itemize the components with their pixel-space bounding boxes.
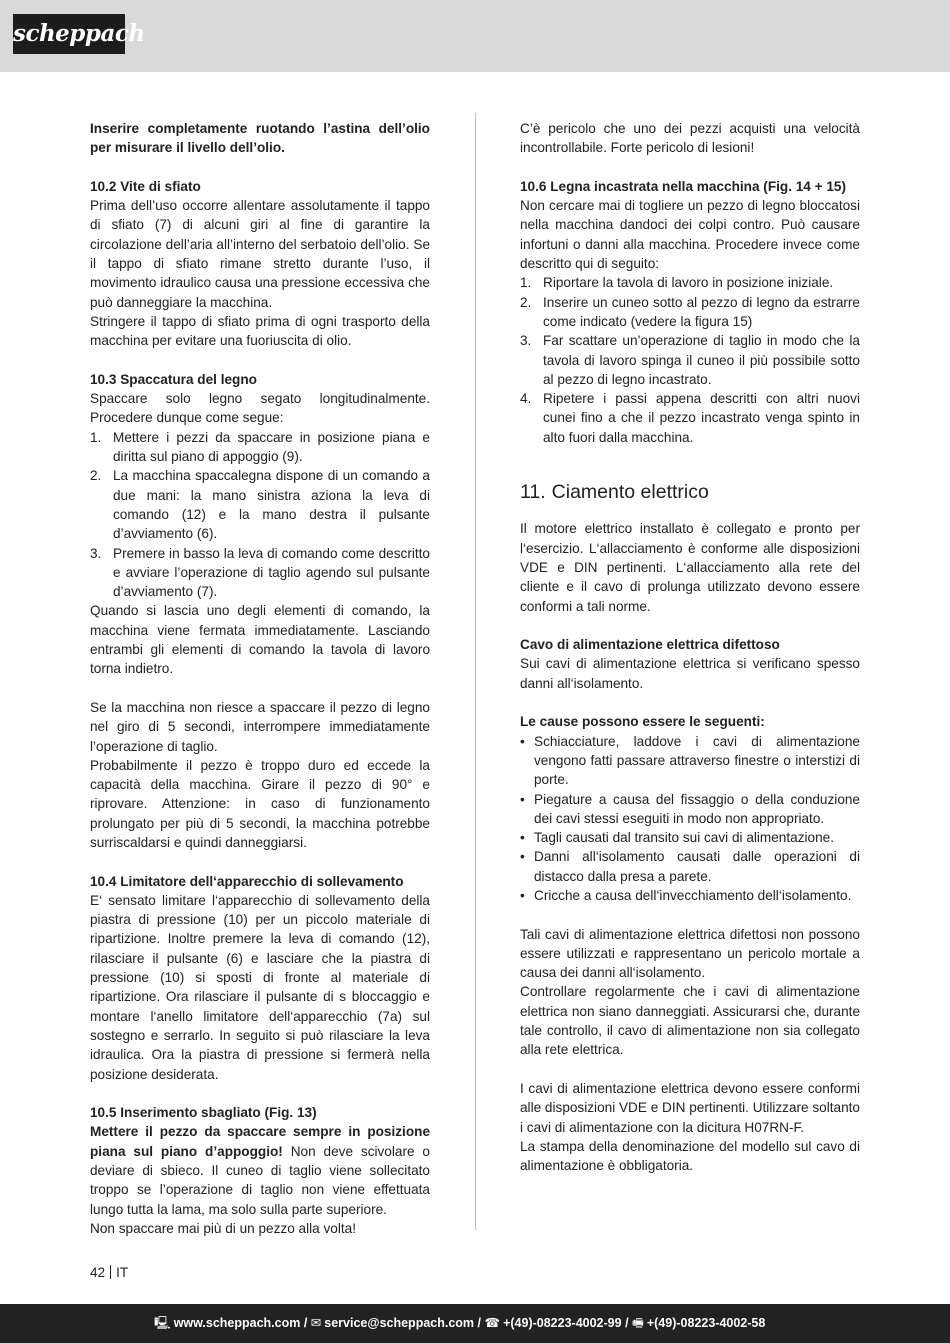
list-item-text: Inserire un cuneo sotto al pezzo di legno da estrarre come indicato (vedere la figura 15) bbox=[543, 294, 860, 329]
cable-standards-text: I cavi di alimentazione elettrica devono essere conformi alle disposizioni VDE e DIN pertinenti. Utilizzare soltanto i cavi di alimentazione con la dicitura H07RN-F. bbox=[520, 1080, 860, 1135]
scheppach-logo: scheppach bbox=[13, 14, 125, 54]
section-10-2-title: 10.2 Vite di sfiato bbox=[90, 178, 201, 194]
section-10-5-title: 10.5 Inserimento sbagliato (Fig. 13) bbox=[90, 1105, 317, 1121]
cable-danger-text: Tali cavi di alimentazione elettrica difettosi non possono essere utilizzati e rappresentano un pericolo mortale a causa dei danni all‘isolamento. bbox=[520, 926, 860, 981]
list-item bbox=[520, 293, 860, 332]
right-column bbox=[520, 119, 860, 1175]
section-10-4-title: 10.4 Limitatore dell‘apparecchio di sollevamento bbox=[90, 873, 404, 889]
section-10-6-text: Non cercare mai di togliere un pezzo di legno bloccatosi nella macchina dandoci dei colpi contro. Può causare infortuni o danni alla macchina. Procedere invece come descritto qui di seguito: bbox=[520, 198, 860, 272]
bullet: • bbox=[520, 887, 525, 903]
list-item-text: Piegature a causa del fissaggio o della conduzione dei cavi stessi eseguiti in modo non appropriato. bbox=[534, 791, 860, 826]
website-link[interactable]: www.scheppach.com bbox=[173, 1316, 301, 1330]
list-item bbox=[90, 466, 430, 543]
danger-note: C’è pericolo che uno dei pezzi acquisti una velocità incontrollabile. Forte pericolo di lesioni! bbox=[520, 121, 860, 156]
list-item-number: 3. bbox=[90, 545, 102, 561]
page-header bbox=[0, 0, 950, 72]
separator: / bbox=[303, 1316, 308, 1330]
separator: / bbox=[625, 1316, 629, 1330]
section-10-3-intro: Spaccare solo legno segato longitudinalmente. Procedere dunque come segue: bbox=[90, 391, 430, 426]
list-item-text: Far scattare un’operazione di taglio in modo che la tavola di lavoro spinga il cuneo il più possibile sotto al pezzo di legno incastrato. bbox=[543, 333, 860, 387]
list-item bbox=[90, 544, 430, 602]
mail-icon: ✉ bbox=[310, 1316, 322, 1330]
list-item bbox=[520, 273, 860, 292]
page-language: IT bbox=[116, 1265, 129, 1280]
section-10-5-text-2: Non spaccare mai più di un pezzo alla volta! bbox=[90, 1220, 356, 1236]
bullet: • bbox=[520, 733, 525, 749]
section-11-title: Ciamento elettrico bbox=[551, 481, 709, 504]
list-item-text: Tagli causati dal transito sui cavi di alimentazione. bbox=[534, 830, 834, 846]
list-item-text: Premere in basso la leva di comando come descritto e avviare l’operazione di taglio agendo sul pulsante d’avviamento (7). bbox=[113, 545, 430, 600]
phone-number: +(49)-08223-4002-99 bbox=[503, 1316, 622, 1330]
column-divider bbox=[475, 113, 476, 1230]
computer-icon: 🖳 bbox=[154, 1316, 171, 1330]
list-item bbox=[520, 732, 860, 790]
section-11-number: 11. bbox=[520, 481, 546, 504]
section-10-4-text: E‘ sensato limitare l‘apparecchio di sollevamento della piastra di pressione (10) per un piccolo materiale di ripartizione. Inoltre premere la leva di comando (12), rilasciare il pulsante (6) e lasciare che la piastra di pressione (10) si sposti di fronte al materiale di ripartizione. Ora rilasciare il pulsante di s bloccaggio e montare l‘anello limitatore dell‘apparecchio (7a) sul sostegno e serrarlo. In seguito si può rilasciare la leva idraulica. Ora la piastra di pressione si fermerà nella posizione desiderata. bbox=[90, 892, 430, 1082]
page-number bbox=[90, 1265, 128, 1280]
list-item bbox=[520, 828, 860, 847]
separator: / bbox=[477, 1316, 482, 1330]
list-item-number: 2. bbox=[520, 294, 532, 310]
section-11-text: Il motore elettrico installato è collegato e pronto per l‘esercizio. L‘allacciamento è conforme alle disposizioni VDE e DIN pertinenti. L‘allacciamento alla rete del cliente e il cavo di prolunga utilizzato devono essere conformi a tali norme. bbox=[520, 521, 860, 614]
list-item-text: Danni all‘isolamento causati dalle operazioni di distacco dalla presa a parete. bbox=[534, 849, 860, 884]
section-10-6-title: 10.6 Legna incastrata nella macchina (Fig. 14 + 15) bbox=[520, 178, 847, 194]
bullet: • bbox=[520, 830, 525, 846]
section-10-3-text-3: Probabilmente il pezzo è troppo duro ed eccede la capacità della macchina. Girare il pezzo di 90° e riprovare. Attenzione: in caso di funzionamento prolungato per più di 5 secondi, la macchina potrebbe surriscaldarsi e quindi danneggiarsi. bbox=[90, 757, 430, 850]
list-item-text: La macchina spaccalegna dispone di un comando a due mani: la mano sinistra aziona la leva di comando (12) e la mano destra il pulsante d’avviamento (6). bbox=[113, 468, 430, 542]
section-10-2-text: Prima dell’uso occorre allentare assolutamente il tappo di sfiato (7) di alcuni giri al fine di garantire la circolazione dell’aria all’interno del serbatoio dell’olio. Se il tappo di sfiato rimane stretto durante l’uso, il movimento idraulico causa una pressione eccessiva che può danneggiare la macchina. bbox=[90, 198, 430, 310]
bullet: • bbox=[520, 849, 525, 865]
list-item-text: Schiacciature, laddove i cavi di alimentazione vengono fatti passare attraverso finestre o interstizi di porte. bbox=[534, 733, 860, 788]
list-item bbox=[520, 331, 860, 389]
left-column bbox=[90, 119, 430, 1238]
list-item bbox=[520, 389, 860, 447]
phone-icon: ☎ bbox=[484, 1316, 501, 1330]
section-10-5-text-rest: Non deve scivolare o deviare di sbieco. Il cuneo di taglio viene sollecitato troppo se l’operazione di taglio non viene effettuata lungo tutta la lama, ma solo sulla parte superiore. bbox=[90, 1143, 430, 1217]
list-item-number: 3. bbox=[520, 333, 532, 349]
list-item-number: 1. bbox=[520, 275, 532, 291]
list-item bbox=[520, 886, 860, 905]
list-item-number: 1. bbox=[90, 429, 102, 445]
causes-title: Le cause possono essere le seguenti: bbox=[520, 714, 765, 730]
contact-line bbox=[154, 1304, 765, 1343]
section-10-3-text-2: Se la macchina non riesce a spaccare il pezzo di legno nel giro di 5 secondi, interrompere immediatamente l’operazione di taglio. bbox=[90, 699, 430, 754]
list-item-text: Ripetere i passi appena descritti con altri nuovi cunei fino a che il pezzo incastrato venga spinto in alto fuori dalla macchina. bbox=[543, 391, 860, 445]
section-11-heading bbox=[520, 480, 860, 504]
email-link[interactable]: service@scheppach.com bbox=[324, 1316, 475, 1330]
page-footer bbox=[0, 1304, 950, 1343]
list-item-text: Cricche a causa dell‘invecchiamento dell‘isolamento. bbox=[534, 887, 852, 903]
section-10-3-text: Quando si lascia uno degli elementi di comando, la macchina viene fermata immediatamente. Lasciando entrambi gli elementi di comando la tavola di lavoro torna indietro. bbox=[90, 603, 430, 677]
fax-icon: 🖷 bbox=[632, 1316, 644, 1330]
section-10-5-warning: Mettere il pezzo da spaccare sempre in posizione piana sul piano d’appoggio! bbox=[90, 1124, 430, 1159]
list-item-text: Riportare la tavola di lavoro in posizione iniziale. bbox=[543, 275, 834, 291]
cable-check-text: Controllare regolarmente che i cavi di alimentazione elettrica non siano danneggiati. Assicurarsi che, durante tale controllo, il cavo di alimentazione non sia collegato alla rete elettrica. bbox=[520, 984, 860, 1058]
list-item-text: Mettere i pezzi da spaccare in posizione piana e diritta sul piano di appoggio (9). bbox=[113, 429, 430, 465]
section-10-3-title: 10.3 Spaccatura del legno bbox=[90, 371, 257, 387]
oil-dipstick-instruction: Inserire completamente ruotando l’astina dell’olio per misurare il livello dell’olio. bbox=[90, 121, 430, 156]
defective-cable-title: Cavo di alimentazione elettrica difettoso bbox=[520, 637, 780, 653]
page-number-separator bbox=[110, 1265, 111, 1279]
list-item bbox=[90, 428, 430, 467]
list-item-number: 2. bbox=[90, 468, 102, 484]
page-number-value: 42 bbox=[90, 1265, 106, 1280]
list-item bbox=[520, 847, 860, 886]
bullet: • bbox=[520, 791, 525, 807]
cable-marking-text: La stampa della denominazione del modello sul cavo di alimentazione è obbligatoria. bbox=[520, 1138, 860, 1174]
defective-cable-text: Sui cavi di alimentazione elettrica si verificano spesso danni all‘isolamento. bbox=[520, 656, 860, 691]
list-item-number: 4. bbox=[520, 391, 532, 407]
section-10-5-text bbox=[90, 1122, 430, 1218]
fax-number: +(49)-08223-4002-58 bbox=[646, 1316, 766, 1330]
section-10-2-text-2: Stringere il tappo di sfiato prima di ogni trasporto della macchina per evitare una fuoriuscita di olio. bbox=[90, 313, 430, 349]
list-item bbox=[520, 790, 860, 829]
